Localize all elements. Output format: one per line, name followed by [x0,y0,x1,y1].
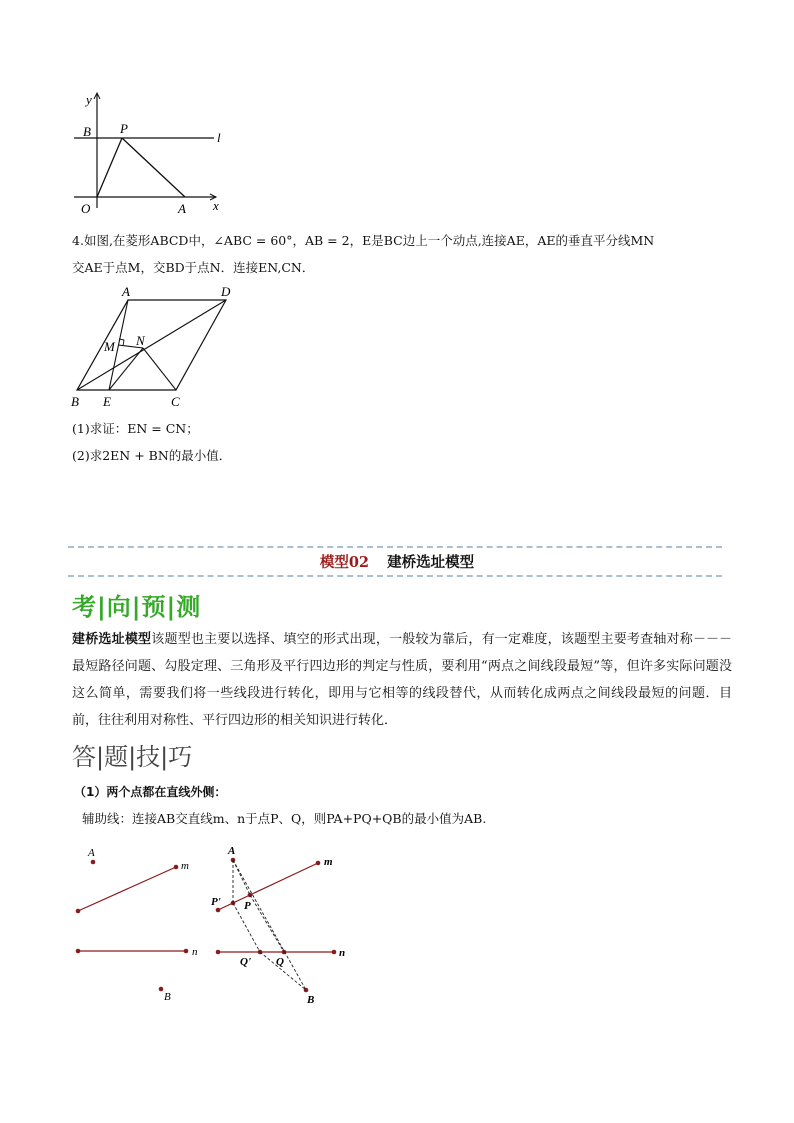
segment-PA [122,138,185,197]
dashed-A-B [233,860,306,990]
point-m-right-end [316,861,321,866]
label-A: A [178,201,186,216]
section-divider-bottom [68,575,722,577]
kaoxiang-text: 该题型也主要以选择、填空的形式出现，一般较为靠后，有一定难度，该题型主要考查轴对称－－－最短路径问题、勾股定理、三角形及平行四边形的判定与性质，要利用“两点之间线段最短”等，但许多实际问题没这么简单，需要我们将一些线段进行转化，即用与它相等的线段替代，从而转化成两点之间线段最短的问题．目前，往往利用对称性、平行四边形的相关知识进行转化． [72,632,732,728]
dati-case1: （1）两个点都在直线外侧： [74,785,227,799]
kaoxiang-paragraph [72,626,732,734]
label-n-right: n [339,947,346,959]
figure-bridge-model [66,838,366,1013]
section-model-number: 模型02 [319,554,370,571]
label-n-left: n [192,946,198,958]
kaoxiang-bold-lead: 建桥选址模型 [72,632,152,647]
label-O: O [81,201,91,216]
label-A-left: A [88,847,95,859]
dati-heading: 答|题|技|巧 [72,743,193,771]
section-title [0,551,794,572]
label-M: M [104,339,115,354]
problem4-line1-text: 如图,在菱形ABCD中，∠ABC = 60°，AB = 2，E是BC边上一个动点,连接AE，AE的垂直平分线MN [83,233,655,248]
dashed-A-P [233,860,250,895]
point-n-left-end [184,949,189,954]
problem4-number: 4. [72,233,84,248]
line-m-left [78,867,176,911]
label-A-right: A [228,845,236,857]
label-l: l [217,130,221,145]
section-divider-top [68,546,722,548]
kaoxiang-heading: 考|向|预|测 [72,593,202,621]
label-B: B [83,124,91,139]
label-B-left: B [164,991,171,1003]
segment-OP [97,138,122,197]
label-m-right: m [324,856,333,868]
label-Q-prime: Q' [240,956,251,968]
label-D: D [221,284,231,299]
dati-aux-line: 辅助线：连接AB交直线m、n于点P、Q，则PA+PQ+QB的最小值为AB. [82,811,487,826]
label-P: P [120,121,128,136]
label-m-left: m [181,860,189,872]
diagonal-BD [77,300,226,390]
label-B-right: B [307,994,315,1006]
label-N: N [136,333,145,348]
problem4-part2: (2)求2EN + BN的最小值． [72,448,232,463]
figure-rhombus [66,284,246,414]
point-m-left-start [76,909,81,914]
label-P-prime: P' [211,896,221,908]
point-B-left [159,987,164,992]
segment-CN [143,348,176,390]
label-P: P [244,900,251,912]
label-C: C [171,394,180,409]
problem4-part1: (1)求证：EN = CN； [72,421,199,436]
point-n-right-start [216,950,221,955]
label-B: B [71,394,79,409]
label-Q: Q [276,956,284,968]
problem4-line1 [72,231,654,251]
figure-coordinate-triangle [66,90,236,220]
problem4-line2: 交AE于点M，交BD于点N．连接EN,CN． [72,260,315,275]
point-m-right-start [216,908,221,913]
point-A-left [91,860,96,865]
label-x: x [213,198,219,213]
point-n-left-start [76,949,81,954]
segment-EN [109,348,143,390]
label-E: E [103,394,111,409]
section-model-title: 建桥选址模型 [387,554,475,571]
label-A: A [122,284,130,299]
point-m-left-end [174,865,179,870]
point-n-right-end [332,950,337,955]
label-y: y [86,92,92,107]
